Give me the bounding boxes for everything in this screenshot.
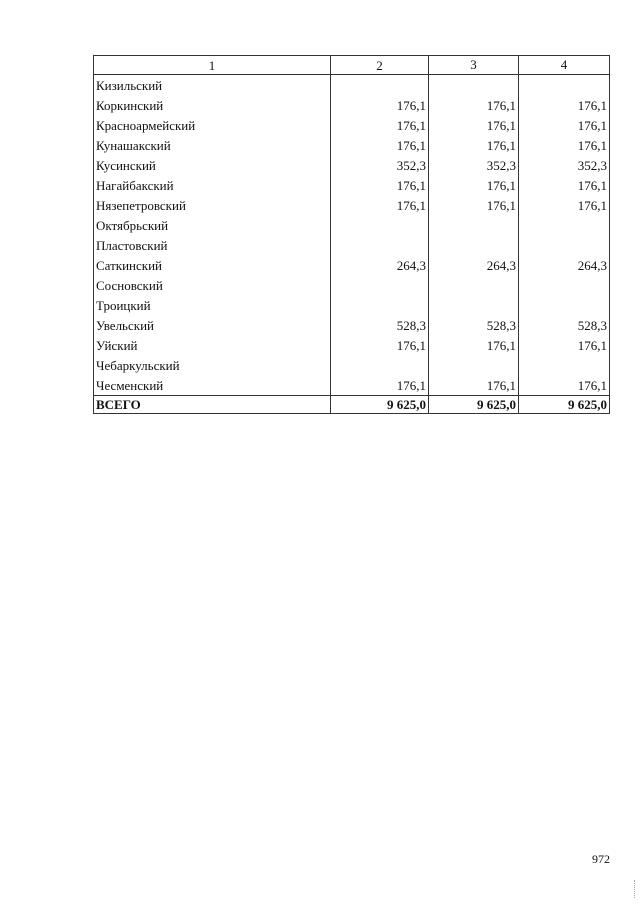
district-name: Кунашакский <box>94 135 331 155</box>
value-cell-col3: 264,3 <box>429 255 519 275</box>
value-cell-col4: 352,3 <box>519 155 610 175</box>
table-row <box>94 315 610 335</box>
table-row <box>94 375 610 396</box>
table-row <box>94 335 610 355</box>
value-cell-col3: 176,1 <box>429 335 519 355</box>
total-label: ВСЕГО <box>94 396 331 414</box>
district-name: Коркинский <box>94 95 331 115</box>
table-row <box>94 95 610 115</box>
value-cell-col3 <box>429 215 519 235</box>
value-cell-col3: 176,1 <box>429 135 519 155</box>
table-row <box>94 75 610 96</box>
total-row <box>94 396 610 414</box>
value-cell-col2: 176,1 <box>331 335 429 355</box>
value-cell-col4: 176,1 <box>519 95 610 115</box>
district-name: Нязепетровский <box>94 195 331 215</box>
value-cell-col2: 528,3 <box>331 315 429 335</box>
district-name: Нагайбакский <box>94 175 331 195</box>
value-cell-col2: 176,1 <box>331 95 429 115</box>
value-cell-col4 <box>519 295 610 315</box>
value-cell-col2: 176,1 <box>331 195 429 215</box>
district-name: Кусинский <box>94 155 331 175</box>
value-cell-col2: 176,1 <box>331 135 429 155</box>
district-name: Красноармейский <box>94 115 331 135</box>
column-header-2: 2 <box>331 56 429 75</box>
district-name: Троицкий <box>94 295 331 315</box>
district-name: Чесменский <box>94 375 331 396</box>
value-cell-col4: 176,1 <box>519 195 610 215</box>
table-row <box>94 355 610 375</box>
value-cell-col3: 176,1 <box>429 375 519 396</box>
total-value-col2: 9 625,0 <box>331 396 429 414</box>
district-name: Саткинский <box>94 255 331 275</box>
table-row <box>94 235 610 255</box>
value-cell-col2: 176,1 <box>331 175 429 195</box>
value-cell-col3: 528,3 <box>429 315 519 335</box>
table-row <box>94 195 610 215</box>
district-name: Сосновский <box>94 275 331 295</box>
value-cell-col3: 176,1 <box>429 175 519 195</box>
value-cell-col4 <box>519 75 610 96</box>
table-row <box>94 255 610 275</box>
value-cell-col4: 528,3 <box>519 315 610 335</box>
table-body <box>94 75 610 414</box>
column-header-4: 4 <box>519 56 610 75</box>
value-cell-col4: 176,1 <box>519 175 610 195</box>
value-cell-col2 <box>331 355 429 375</box>
table-row <box>94 295 610 315</box>
value-cell-col4: 176,1 <box>519 115 610 135</box>
table-row <box>94 115 610 135</box>
page-number: 972 <box>592 852 610 866</box>
value-cell-col3: 352,3 <box>429 155 519 175</box>
value-cell-col2: 176,1 <box>331 375 429 396</box>
value-cell-col3 <box>429 235 519 255</box>
value-cell-col2 <box>331 215 429 235</box>
value-cell-col4: 264,3 <box>519 255 610 275</box>
value-cell-col3: 176,1 <box>429 115 519 135</box>
total-value-col3: 9 625,0 <box>429 396 519 414</box>
value-cell-col2 <box>331 235 429 255</box>
table-row <box>94 275 610 295</box>
column-header-1: 1 <box>94 56 331 75</box>
value-cell-col2 <box>331 295 429 315</box>
value-cell-col2 <box>331 275 429 295</box>
value-cell-col3 <box>429 75 519 96</box>
table-row <box>94 175 610 195</box>
value-cell-col3 <box>429 275 519 295</box>
value-cell-col4 <box>519 215 610 235</box>
table-row <box>94 215 610 235</box>
column-header-3: 3 <box>429 56 519 75</box>
value-cell-col2: 176,1 <box>331 115 429 135</box>
value-cell-col3: 176,1 <box>429 195 519 215</box>
value-cell-col3 <box>429 355 519 375</box>
value-cell-col4: 176,1 <box>519 335 610 355</box>
district-name: Уйский <box>94 335 331 355</box>
value-cell-col2 <box>331 75 429 96</box>
table-row <box>94 135 610 155</box>
value-cell-col4 <box>519 235 610 255</box>
district-name: Пластовский <box>94 235 331 255</box>
value-cell-col4: 176,1 <box>519 375 610 396</box>
value-cell-col3 <box>429 295 519 315</box>
table-header-row <box>94 56 610 75</box>
value-cell-col3: 176,1 <box>429 95 519 115</box>
scan-edge-mark <box>634 880 636 898</box>
value-cell-col4 <box>519 355 610 375</box>
value-cell-col4 <box>519 275 610 295</box>
table-row <box>94 155 610 175</box>
value-cell-col2: 352,3 <box>331 155 429 175</box>
district-table <box>93 55 610 414</box>
total-value-col4: 9 625,0 <box>519 396 610 414</box>
district-name: Кизильский <box>94 75 331 96</box>
value-cell-col4: 176,1 <box>519 135 610 155</box>
district-name: Октябрьский <box>94 215 331 235</box>
district-name: Увельский <box>94 315 331 335</box>
district-name: Чебаркульский <box>94 355 331 375</box>
value-cell-col2: 264,3 <box>331 255 429 275</box>
